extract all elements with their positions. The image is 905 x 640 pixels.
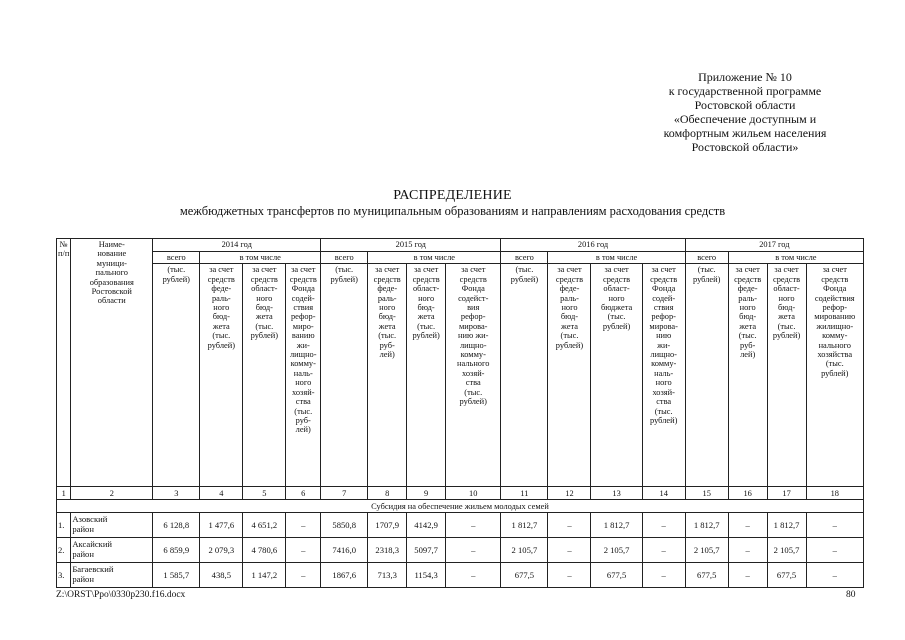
year-header-2014: 2014 год	[153, 239, 321, 252]
col-header-fund: за счет средств Фонда содей- ствия рефор- мирова- нию жи- лищно- комму- наль- ного хозяй- ства (тыс. рублей)	[642, 264, 685, 487]
col-header-in-that-number: в том числе	[548, 252, 685, 264]
column-number: 6	[286, 487, 321, 500]
col-header-in-that-number: в том числе	[728, 252, 863, 264]
table-cell: –	[806, 513, 863, 538]
col-header-number: № п/п	[57, 239, 71, 487]
col-header-in-that-number: в том числе	[200, 252, 321, 264]
column-number: 11	[501, 487, 548, 500]
table-cell: 7416,0	[321, 538, 368, 563]
section-row	[57, 500, 864, 513]
table-cell: 438,5	[200, 563, 243, 588]
col-header-total-unit: (тыс. рублей)	[153, 264, 200, 487]
year-header-2016: 2016 год	[501, 239, 685, 252]
table-cell: –	[446, 538, 501, 563]
column-number: 1	[57, 487, 71, 500]
table-cell: 5850,8	[321, 513, 368, 538]
col-header-fund: за счет средств Фонда содейст- вия рефор- мирова- нию жи- лищно- комму- нального хозяй- ства (тыс. рублей)	[446, 264, 501, 487]
table-cell: 2 105,7	[685, 538, 728, 563]
col-header-regional: за счет средств област- ного бюд- жета (тыс. рублей)	[243, 264, 286, 487]
table-cell: 677,5	[685, 563, 728, 588]
table-cell: –	[806, 538, 863, 563]
appendix-line: к государственной программе	[668, 84, 822, 98]
col-header-federal: за счет средств феде- раль- ного бюд- жета (тыс. руб- лей)	[728, 264, 767, 487]
header-row-years	[57, 239, 864, 252]
table-cell: –	[728, 538, 767, 563]
appendix-heading	[620, 70, 870, 154]
column-number: 2	[71, 487, 153, 500]
table-cell: 2 079,3	[200, 538, 243, 563]
col-header-federal: за счет средств феде- раль- ного бюд- жета (тыс. рублей)	[200, 264, 243, 487]
table-cell: 1154,3	[407, 563, 446, 588]
table-cell: 1 147,2	[243, 563, 286, 588]
table-cell: 5097,7	[407, 538, 446, 563]
header-row-groups	[57, 252, 864, 264]
table-cell: 1 812,7	[501, 513, 548, 538]
table-row	[57, 563, 864, 588]
table-cell: 6 859,9	[153, 538, 200, 563]
year-header-2015: 2015 год	[321, 239, 501, 252]
table-cell: 677,5	[767, 563, 806, 588]
row-number: 1.	[57, 513, 71, 538]
col-header-total: всего	[321, 252, 368, 264]
col-header-regional: за счет средств област- ного бюд- жета (тыс. рублей)	[407, 264, 446, 487]
distribution-table	[56, 238, 864, 588]
col-header-total-unit: (тыс. рублей)	[501, 264, 548, 487]
table-cell: 1867,6	[321, 563, 368, 588]
table-cell: 1707,9	[368, 513, 407, 538]
table-cell: –	[642, 563, 685, 588]
table-cell: 677,5	[501, 563, 548, 588]
table-cell: –	[806, 563, 863, 588]
column-number: 16	[728, 487, 767, 500]
column-number: 13	[591, 487, 642, 500]
table-cell: 1 585,7	[153, 563, 200, 588]
appendix-line: Приложение № 10	[698, 70, 792, 84]
municipality-name: Аксайский район	[71, 538, 153, 563]
table-cell: –	[548, 538, 591, 563]
table-cell: –	[548, 563, 591, 588]
column-number: 4	[200, 487, 243, 500]
column-number: 9	[407, 487, 446, 500]
table-cell: 1 477,6	[200, 513, 243, 538]
table-cell: 2 105,7	[501, 538, 548, 563]
table-row	[57, 513, 864, 538]
column-number-row	[57, 487, 864, 500]
col-header-regional: за счет средств област- ного бюд- жета (тыс. рублей)	[767, 264, 806, 487]
row-number: 2.	[57, 538, 71, 563]
column-number: 5	[243, 487, 286, 500]
table-cell: 4 780,6	[243, 538, 286, 563]
document-title: РАСПРЕДЕЛЕНИЕ	[393, 188, 512, 203]
appendix-line: Ростовской области»	[691, 140, 799, 154]
table-cell: –	[642, 513, 685, 538]
column-number: 12	[548, 487, 591, 500]
column-number: 7	[321, 487, 368, 500]
header-row-details	[57, 264, 864, 487]
col-header-in-that-number: в том числе	[368, 252, 501, 264]
municipality-name: Азовский район	[71, 513, 153, 538]
table-cell: 713,3	[368, 563, 407, 588]
table-cell: 4 651,2	[243, 513, 286, 538]
table-cell: 1 812,7	[685, 513, 728, 538]
municipality-name: Багаевский район	[71, 563, 153, 588]
appendix-line: «Обеспечение доступным и	[673, 112, 817, 126]
col-header-municipality: Наиме- нование муници- пального образования Ростовской области	[71, 239, 153, 487]
table-cell: –	[286, 563, 321, 588]
col-header-total: всего	[153, 252, 200, 264]
appendix-line: комфортным жильем населения	[663, 126, 827, 140]
col-header-total-unit: (тыс. рублей)	[321, 264, 368, 487]
footer-file-path: Z:\ORST\Ppo\0330p230.f16.docx	[56, 590, 186, 600]
table-cell: –	[446, 513, 501, 538]
table-cell: –	[446, 563, 501, 588]
table-row	[57, 538, 864, 563]
table-cell: –	[286, 538, 321, 563]
col-header-total: всего	[501, 252, 548, 264]
col-header-fund: за счет средств Фонда содействия рефор- мированию жилищно- комму- нального хозяйства (тыс. рублей)	[806, 264, 863, 487]
column-number: 10	[446, 487, 501, 500]
col-header-federal: за счет средств феде- раль- ного бюд- жета (тыс. рублей)	[548, 264, 591, 487]
table-cell: 6 128,8	[153, 513, 200, 538]
table-cell: –	[548, 513, 591, 538]
col-header-total: всего	[685, 252, 728, 264]
table-cell: 2318,3	[368, 538, 407, 563]
table-cell: –	[642, 538, 685, 563]
column-number: 18	[806, 487, 863, 500]
table-cell: 2 105,7	[767, 538, 806, 563]
table-cell: –	[728, 563, 767, 588]
column-number: 15	[685, 487, 728, 500]
row-number: 3.	[57, 563, 71, 588]
table-cell: 1 812,7	[767, 513, 806, 538]
column-number: 8	[368, 487, 407, 500]
col-header-federal: за счет средств феде- раль- ного бюд- жета (тыс. руб- лей)	[368, 264, 407, 487]
document-subtitle: межбюджетных трансфертов по муниципальным образованиям и направлениям расходования средств	[179, 204, 726, 218]
column-number: 14	[642, 487, 685, 500]
section-title: Субсидия на обеспечение жильем молодых семей	[57, 500, 864, 513]
column-number: 3	[153, 487, 200, 500]
table-cell: –	[286, 513, 321, 538]
table-cell: 2 105,7	[591, 538, 642, 563]
appendix-line: Ростовской области	[694, 98, 796, 112]
table-cell: 1 812,7	[591, 513, 642, 538]
table-cell: 4142,9	[407, 513, 446, 538]
col-header-total-unit: (тыс. рублей)	[685, 264, 728, 487]
table-cell: –	[728, 513, 767, 538]
year-header-2017: 2017 год	[685, 239, 863, 252]
col-header-regional: за счет средств област- ного бюджета (тыс. рублей)	[591, 264, 642, 487]
footer-page-number: 80	[846, 590, 856, 600]
table-cell: 677,5	[591, 563, 642, 588]
col-header-fund: за счет средств Фонда содей- ствия рефор- миро- ванию жи- лищно- комму- наль- ного хозяй- ства (тыс. руб- лей)	[286, 264, 321, 487]
column-number: 17	[767, 487, 806, 500]
